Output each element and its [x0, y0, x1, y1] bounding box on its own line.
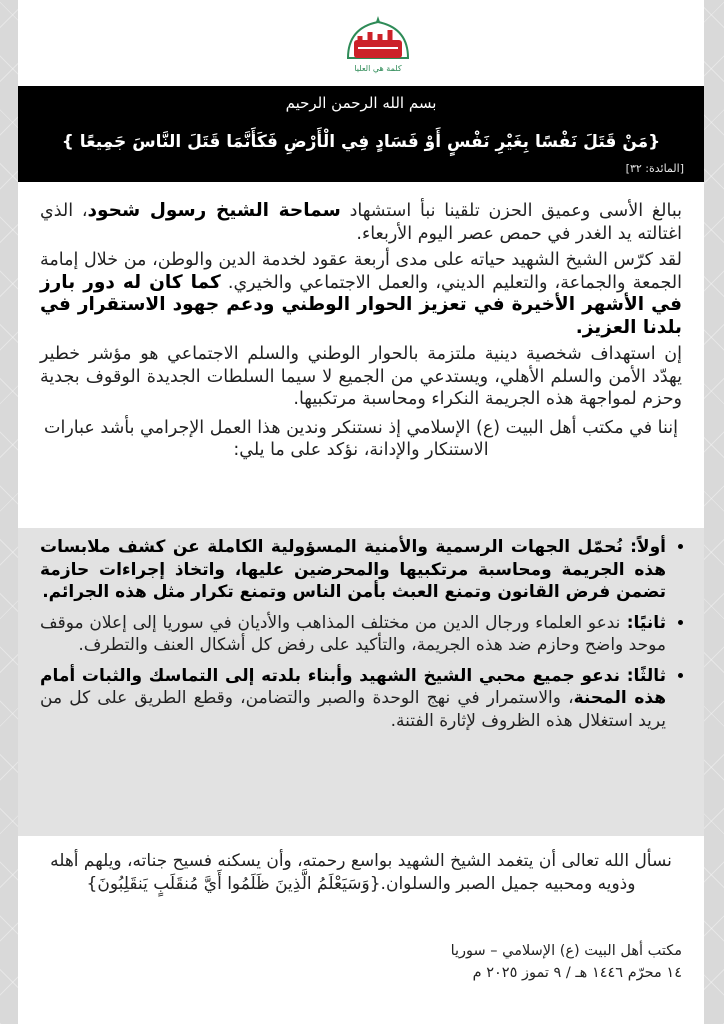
signature-block	[451, 940, 682, 984]
paragraph-condemnation: إننا في مكتب أهل البيت (ع) الإسلامي إذ نستنكر وندين هذا العمل الإجرامي بأشد عبارات الاستنكار والإدانة، نؤكد على ما يلي:	[44, 417, 678, 460]
verse-banner	[18, 86, 704, 182]
office-name: مكتب أهل البيت (ع) الإسلامي – سوريا	[450, 943, 682, 959]
list-item	[40, 612, 666, 657]
paragraph-warning: إن استهداف شخصية دينية ملتزمة بالحوار الوطني والسلم الاجتماعي هو مؤشر خطير يهدّد الأمن والسلم الأهلي، ويستدعي من الجميع لا سيما السلطات الجديدة الوقوف بجدية وحزم لمواجهة هذه الجريمة النكراء ومحاسبة مرتكبيها.	[40, 344, 682, 409]
closing-prayer: نسأل الله تعالى أن يتغمد الشيخ الشهيد بواسع رحمته، وأن يسكنه فسيح جناته، ويلهم أهله وذويه ومحبيه جميل الصبر والسلوان.{وَسَيَعْلَمُ الَّذِينَ ظَلَمُوا أَيَّ مُنقَلَبٍ يَنقَلِبُونَ}	[50, 851, 672, 894]
basmala: بسم الله الرحمن الرحيم	[285, 94, 437, 112]
quran-verse: {مَنْ قَتَلَ نَفْسًا بِغَيْرِ نَفْسٍ أَوْ فَسَادٍ فِي الْأَرْضِ فَكَأَنَّمَا قَتَلَ النَّاسَ جَمِيعًا }	[61, 132, 661, 152]
sheikh-name: سماحة الشيخ رسول شحود	[87, 200, 341, 221]
point-second-rest: ندعو العلماء ورجال الدين من مختلف المذاهب والأديان في سوريا إلى إعلان موقف موحد واضح وحازم ضد هذه الجريمة، والتأكيد على رفض كل أشكال العنف والتطرف.	[40, 612, 666, 655]
announcement-text: ببالغ الأسى وعميق الحزن تلقينا نبأ استشهاد	[340, 201, 682, 221]
organization-logo	[338, 14, 418, 76]
biography-highlight: كما كان له دور بارز في الأشهر الأخيرة في تعزيز الحوار الوطني ودعم جهود الاستقرار في بلدنا العزيز.	[40, 271, 682, 338]
point-first-bold: أولاً: نُحمّل الجهات الرسمية والأمنية المسؤولية الكاملة عن كشف ملابسات هذه الجريمة ومحاسبة مرتكبيها والمحرضين عليها، واتخاذ إجراءات حازمة تضمن فرض القانون وتمنع العبث بأمن الناس وتمنع تكرار مثل هذه الجرائم.	[40, 537, 666, 602]
point-third-rest: ، والاستمرار في نهج الوحدة والصبر والتضامن، وقطع الطريق على كل من يريد استغلال هذه الظروف لإثارة الفتنة.	[40, 688, 666, 731]
list-item	[40, 665, 666, 733]
announcement-text-end: ، الذي اغتالته يد الغدر في حمص عصر اليوم الأربعاء.	[40, 201, 682, 244]
list-item	[40, 536, 666, 604]
points-list	[40, 536, 688, 740]
statement-sheet	[18, 0, 704, 1024]
statement-body	[40, 200, 682, 466]
point-third-bold: ثالثًا: ندعو جميع محبي الشيخ الشهيد وأبناء بلدته إلى التماسك والثبات أمام هذه المحنة	[40, 665, 667, 708]
statement-date: ١٤ محرّم ١٤٤٦ هـ / ٩ تموز ٢٠٢٥ م	[472, 965, 682, 981]
paragraph-announcement	[40, 200, 682, 245]
point-second-bold: ثانيًا:	[620, 612, 666, 633]
paragraph-biography	[40, 249, 682, 339]
logo-caption: كلمة هي العليا	[354, 64, 402, 73]
biography-text: لقد كرّس الشيخ الشهيد حياته على مدى أربعة عقود لخدمة الدين والوطن، من خلال إمامة الجمعة والجماعة، والتعليم الديني، والعمل الاجتماعي والخيري.	[40, 250, 682, 293]
verse-reference: [المائدة: ٣٢]	[625, 162, 684, 175]
